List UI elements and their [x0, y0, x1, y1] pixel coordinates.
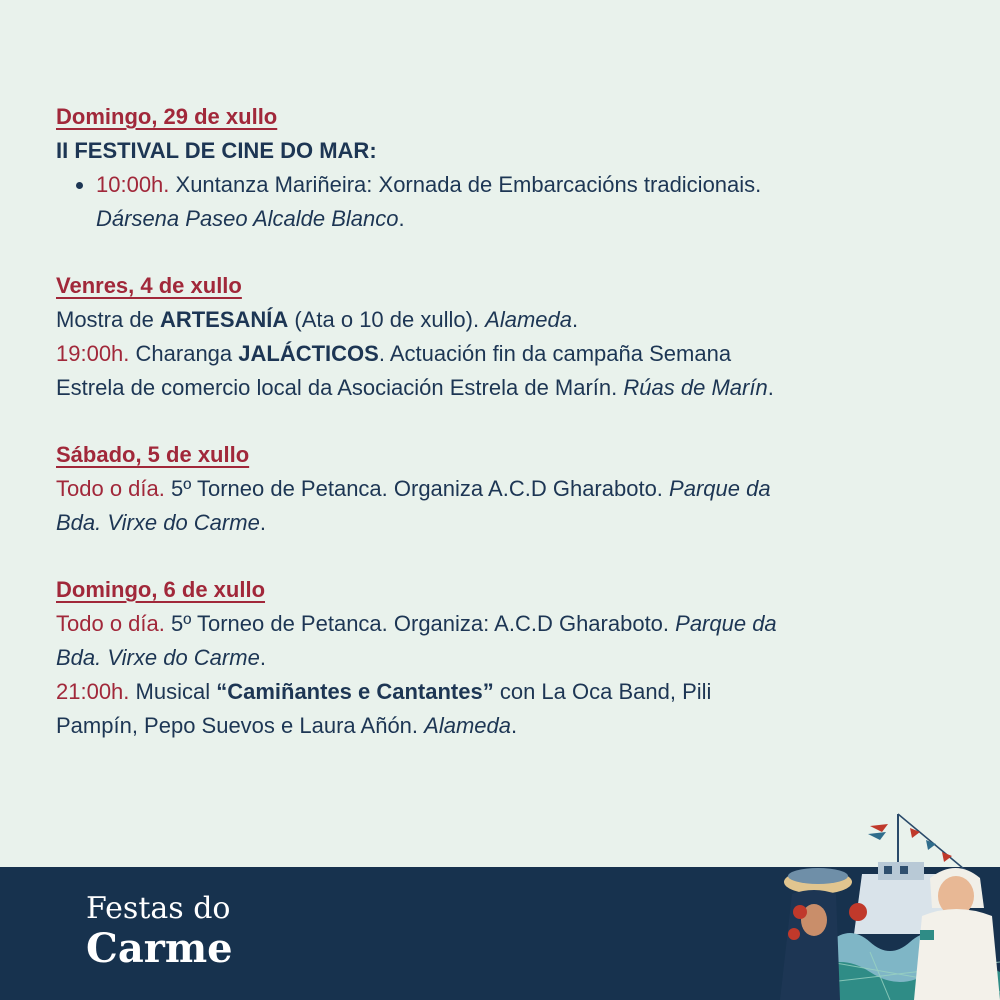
punctuation: .: [259, 510, 266, 535]
event-highlight: ARTESANÍA: [159, 307, 289, 332]
event-place: Alameda: [485, 307, 573, 332]
event-line: [56, 472, 956, 506]
event-time: Todo o día.: [56, 611, 165, 636]
day-date: Venres, 4 de xullo: [56, 273, 242, 298]
day-block: [56, 573, 956, 743]
event-line: [56, 709, 956, 743]
event-list: [56, 168, 956, 236]
event-text: Mostra de: [56, 307, 160, 332]
punctuation: .: [572, 307, 579, 332]
day-date: Domingo, 29 de xullo: [56, 104, 278, 129]
day-block: [56, 269, 956, 405]
event-place: Bda. Virxe do Carme: [56, 510, 260, 535]
event-line: [56, 303, 956, 337]
event-place: Rúas de Marín: [623, 375, 768, 400]
logo-line1: Festas do: [86, 891, 231, 926]
logo-line2: Carme: [86, 925, 233, 972]
event-line: [56, 607, 956, 641]
event-place: Parque da: [675, 611, 777, 636]
punctuation: .: [511, 713, 518, 738]
punctuation: .: [398, 206, 405, 231]
event-text: Xuntanza Mariñeira: Xornada de Embarcacións tradicionais.: [169, 172, 762, 197]
festival-title: II FESTIVAL DE CINE DO MAR:: [56, 138, 377, 163]
event-text: (Ata o 10 de xullo).: [288, 307, 486, 332]
event-line: [56, 337, 956, 371]
day-date: Domingo, 6 de xullo: [56, 577, 266, 602]
event-time: 10:00h.: [96, 172, 170, 197]
day-date: Sábado, 5 de xullo: [56, 442, 250, 467]
event-time: 21:00h.: [56, 679, 130, 704]
event-time: Todo o día.: [56, 476, 165, 501]
event-line: [56, 641, 956, 675]
day-block: [56, 100, 956, 236]
program-content: [56, 100, 956, 776]
event-text: . Actuación fin da campaña Semana: [378, 341, 732, 366]
event-text: con La Oca Band, Pili: [493, 679, 712, 704]
event-text: 5º Torneo de Petanca. Organiza A.C.D Gharaboto.: [164, 476, 670, 501]
event-line: [56, 371, 956, 405]
event-text: Pampín, Pepo Suevos e Laura Añón.: [56, 713, 425, 738]
event-text: Musical: [129, 679, 217, 704]
day-block: [56, 438, 956, 540]
event-time: 19:00h.: [56, 341, 130, 366]
event-line: [56, 675, 956, 709]
punctuation: .: [259, 645, 266, 670]
event-text: Charanga: [129, 341, 239, 366]
event-place: Parque da: [669, 476, 771, 501]
event-place: Bda. Virxe do Carme: [56, 645, 260, 670]
punctuation: .: [767, 375, 774, 400]
fishwives-boat-illustration: [770, 812, 1000, 1000]
event-text: 5º Torneo de Petanca. Organiza: A.C.D Gharaboto.: [164, 611, 676, 636]
event-place: Dársena Paseo Alcalde Blanco: [96, 206, 399, 231]
event-place: Alameda: [424, 713, 511, 738]
event-highlight: “Camiñantes e Cantantes”: [216, 679, 494, 704]
event-text: Estrela de comercio local da Asociación Estrela de Marín.: [56, 375, 624, 400]
event-item: [96, 168, 956, 236]
event-highlight: JALÁCTICOS: [238, 341, 379, 366]
event-line: [56, 506, 956, 540]
festas-logo: [86, 892, 233, 972]
